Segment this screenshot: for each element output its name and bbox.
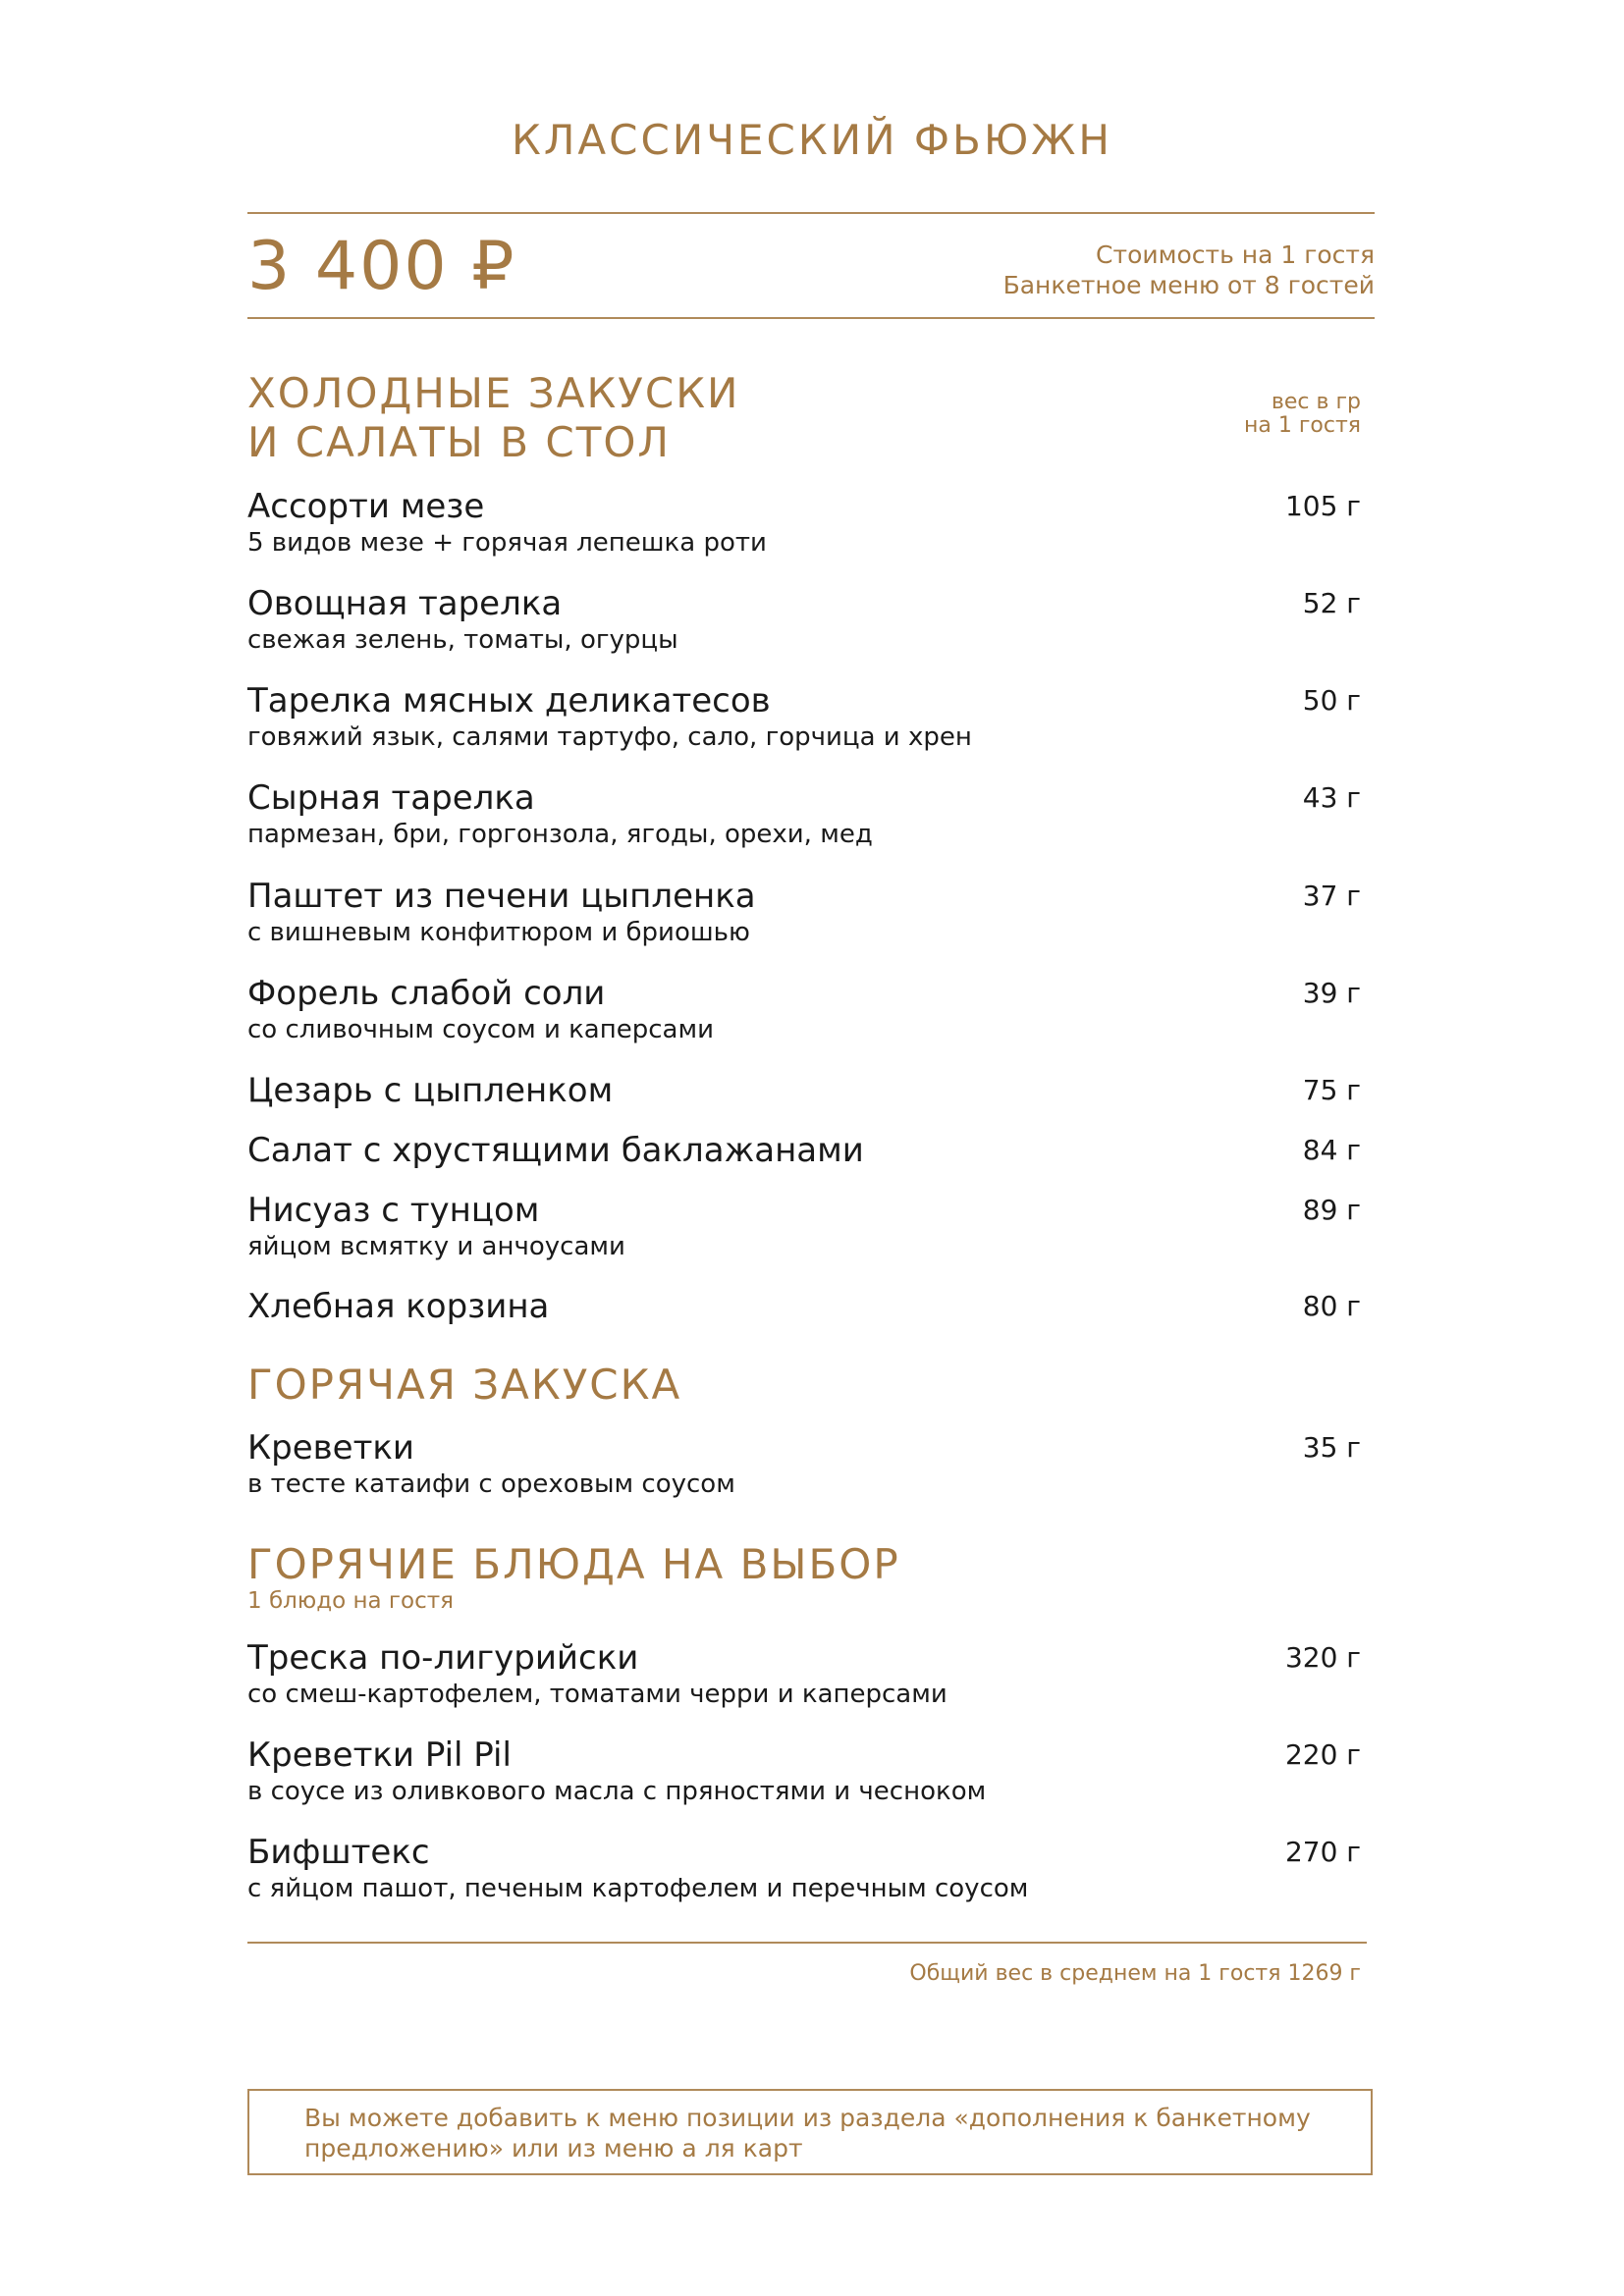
section-title-cold-line-2: И САЛАТЫ В СТОЛ	[247, 418, 671, 466]
total-rule	[247, 1942, 1367, 1944]
price-note-per-guest: Стоимость на 1 гостя	[1096, 240, 1375, 269]
price-notes	[1003, 240, 1375, 300]
menu-item	[247, 1191, 1361, 1263]
item-name: Овощная тарелка	[247, 584, 563, 623]
item-name: Креветки	[247, 1428, 415, 1468]
menu-item	[247, 1735, 1361, 1808]
item-weight: 35 г	[1302, 1431, 1361, 1464]
item-weight: 220 г	[1284, 1738, 1361, 1771]
item-desc: с вишневым конфитюром и бриошью	[247, 918, 750, 947]
menu-item	[247, 1131, 1361, 1170]
item-name: Сырная тарелка	[247, 778, 535, 818]
weight-note	[1244, 391, 1361, 438]
header-top-rule	[247, 212, 1375, 214]
menu-item	[247, 487, 1361, 560]
menu-item	[247, 877, 1361, 949]
section-title-hot-starter: ГОРЯЧАЯ ЗАКУСКА	[247, 1361, 682, 1409]
item-name: Салат с хрустящими баклажанами	[247, 1131, 864, 1170]
page-title: КЛАССИЧЕСКИЙ ФЬЮЖН	[512, 116, 1112, 164]
item-weight: 43 г	[1302, 781, 1361, 814]
item-weight: 39 г	[1302, 977, 1361, 1009]
item-weight: 320 г	[1284, 1641, 1361, 1674]
item-weight: 75 г	[1302, 1074, 1361, 1106]
menu-item	[247, 1638, 1361, 1711]
item-weight: 105 г	[1284, 490, 1361, 522]
item-desc: со смеш-картофелем, томатами черри и каперсами	[247, 1680, 947, 1709]
section-title-cold-line-1: ХОЛОДНЫЕ ЗАКУСКИ	[247, 369, 740, 417]
item-name: Креветки Pil Pil	[247, 1735, 512, 1775]
item-weight: 84 г	[1302, 1134, 1361, 1166]
item-name: Бифштекс	[247, 1833, 430, 1872]
menu-item	[247, 1071, 1361, 1110]
item-desc: пармезан, бри, горгонзола, ягоды, орехи, мед	[247, 820, 873, 849]
section-title-mains: ГОРЯЧИЕ БЛЮДА НА ВЫБОР	[247, 1540, 900, 1588]
item-name: Форель слабой соли	[247, 974, 606, 1013]
item-desc: с яйцом пашот, печеным картофелем и перечным соусом	[247, 1874, 1029, 1903]
item-name: Хлебная корзина	[247, 1287, 550, 1326]
menu-item	[247, 974, 1361, 1046]
item-weight: 270 г	[1284, 1836, 1361, 1868]
item-desc: 5 видов мезе + горячая лепешка роти	[247, 528, 767, 558]
item-desc: в соусе из оливкового масла с пряностями и чесноком	[247, 1777, 987, 1806]
menu-item	[247, 1287, 1361, 1326]
header-bottom-rule	[247, 317, 1375, 319]
item-weight: 50 г	[1302, 684, 1361, 717]
total-weight: Общий вес в среднем на 1 гостя 1269 г	[909, 1961, 1361, 1986]
item-weight: 89 г	[1302, 1194, 1361, 1226]
weight-note-line-1: вес в гр	[1271, 390, 1361, 414]
item-desc: говяжий язык, салями тартуфо, сало, горчица и хрен	[247, 722, 972, 752]
item-weight: 52 г	[1302, 587, 1361, 619]
item-name: Треска по-лигурийски	[247, 1638, 639, 1678]
price: 3 400 ₽	[247, 228, 516, 305]
section-title-cold	[247, 369, 739, 467]
menu-item	[247, 1833, 1361, 1905]
item-name: Нисуаз с тунцом	[247, 1191, 540, 1230]
footer-note: Вы можете добавить к меню позиции из раздела «дополнения к банкетному предложению» или из меню а ля карт	[304, 2104, 1311, 2163]
item-name: Цезарь с цыпленком	[247, 1071, 614, 1110]
item-desc: со сливочным соусом и каперсами	[247, 1015, 714, 1044]
menu-item	[247, 681, 1361, 754]
menu-item	[247, 584, 1361, 657]
footer-note-box	[247, 2089, 1373, 2175]
item-name: Тарелка мясных деликатесов	[247, 681, 771, 721]
item-desc: свежая зелень, томаты, огурцы	[247, 625, 678, 655]
item-weight: 80 г	[1302, 1290, 1361, 1322]
item-name: Паштет из печени цыпленка	[247, 877, 756, 916]
section-subtitle-mains: 1 блюдо на гостя	[247, 1588, 454, 1614]
item-desc: в тесте катаифи с ореховым соусом	[247, 1469, 735, 1499]
item-name: Ассорти мезе	[247, 487, 485, 526]
weight-note-line-2: на 1 гостя	[1243, 413, 1361, 438]
item-weight: 37 г	[1302, 880, 1361, 912]
menu-item	[247, 1428, 1361, 1501]
item-desc: яйцом всмятку и анчоусами	[247, 1232, 625, 1261]
menu-item	[247, 778, 1361, 851]
price-note-min-guests: Банкетное меню от 8 гостей	[1002, 271, 1375, 299]
